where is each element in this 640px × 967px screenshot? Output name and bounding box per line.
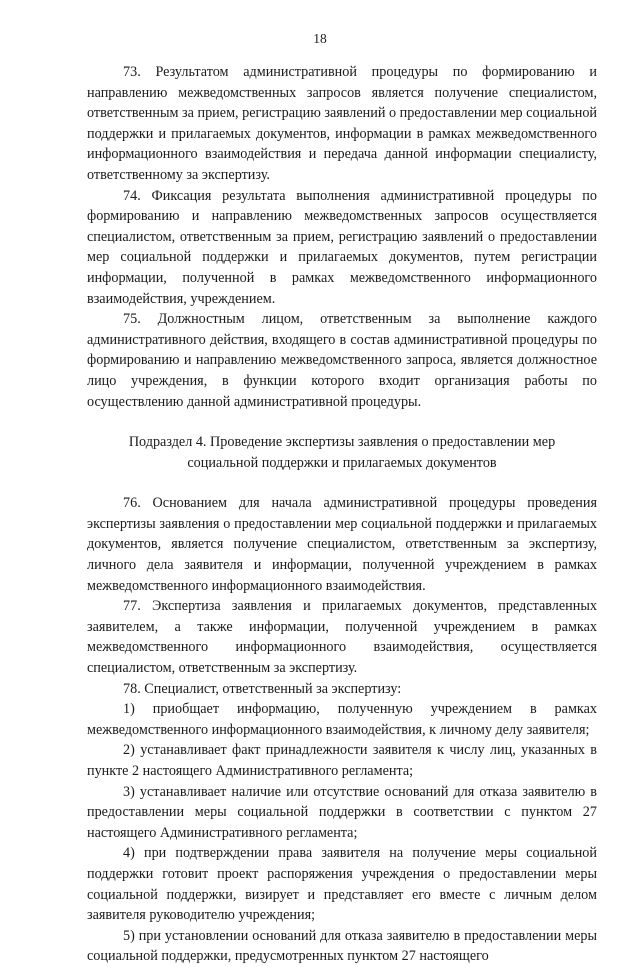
subsection-heading-line-1: Подраздел 4. Проведение экспертизы заявления о предоставлении мер (128, 434, 556, 451)
paragraph-75: 75. Должностным лицом, ответственным за выполнение каждого административного действия, входящего в состав административной процедуры по формированию и направлению межведомственного запроса, является должностное лицо учреждения, в функции которого входит организация работы по осуществлению данной административной процедуры. (87, 311, 597, 410)
paragraph-78: 78. Специалист, ответственный за экспертизу: (123, 680, 402, 697)
paragraph-76: 76. Основанием для начала административной процедуры проведения экспертизы заявления о предоставлении мер социальной поддержки и прилагаемых документов, является получение специалистом, ответственным за экспертизу, личного дела заявителя и информации, полученной учреждением в рамках межведомственного информационного взаимодействия. (87, 495, 597, 594)
paragraph-74: 74. Фиксация результата выполнения административной процедуры по формированию и направлению межведомственных запросов осуществляется специалистом, ответственным за прием, регистрацию заявлений о предоставлении мер социальной поддержки и прилагаемых документов, путем регистрации информации, полученной в рамках межведомственного информационного взаимодействия, учреждением. (87, 187, 597, 307)
list-item-4: 4) при подтверждении права заявителя на получение меры социальной поддержки готовит проект распоряжения учреждения о предоставлении меры социальной поддержки, визирует и представляет его вместе с личным делом заявителя руководителю учреждения; (87, 845, 597, 924)
list-item-2: 2) устанавливает факт принадлежности заявителя к числу лиц, указанных в пункте 2 настоящего Административного регламента; (87, 742, 597, 779)
subsection-heading-line-2: социальной поддержки и прилагаемых документов (187, 454, 497, 471)
paragraph-77: 77. Экспертиза заявления и прилагаемых документов, представленных заявителем, а также информации, полученной учреждением в рамках межведомственного информационного взаимодействия, осуществляется специалистом, ответственным за экспертизу. (87, 598, 597, 677)
document-body (87, 62, 597, 967)
list-item-5: 5) при установлении оснований для отказа заявителю в предоставлении меры социальной поддержки, предусмотренных пунктом 27 настоящего (87, 927, 597, 965)
list-item-1: 1) приобщает информацию, полученную учреждением в рамках межведомственного информационного взаимодействия, к личному делу заявителя; (87, 701, 597, 738)
subsection-heading (87, 432, 597, 473)
paragraph-73: 73. Результатом административной процедуры по формированию и направлению межведомственных запросов является получение специалистом, ответственным за прием, регистрацию заявлений о предоставлении мер социальной поддержки и прилагаемых документов, информации в рамках межведомственного информационного взаимодействия и передача данной информации специалисту, ответственному за экспертизу. (87, 64, 598, 183)
page-number: 18 (313, 31, 327, 46)
list-item-3: 3) устанавливает наличие или отсутствие оснований для отказа заявителю в предоставлении меры социальной поддержки в соответствии с пунктом 27 настоящего Административного регламента; (87, 783, 597, 841)
